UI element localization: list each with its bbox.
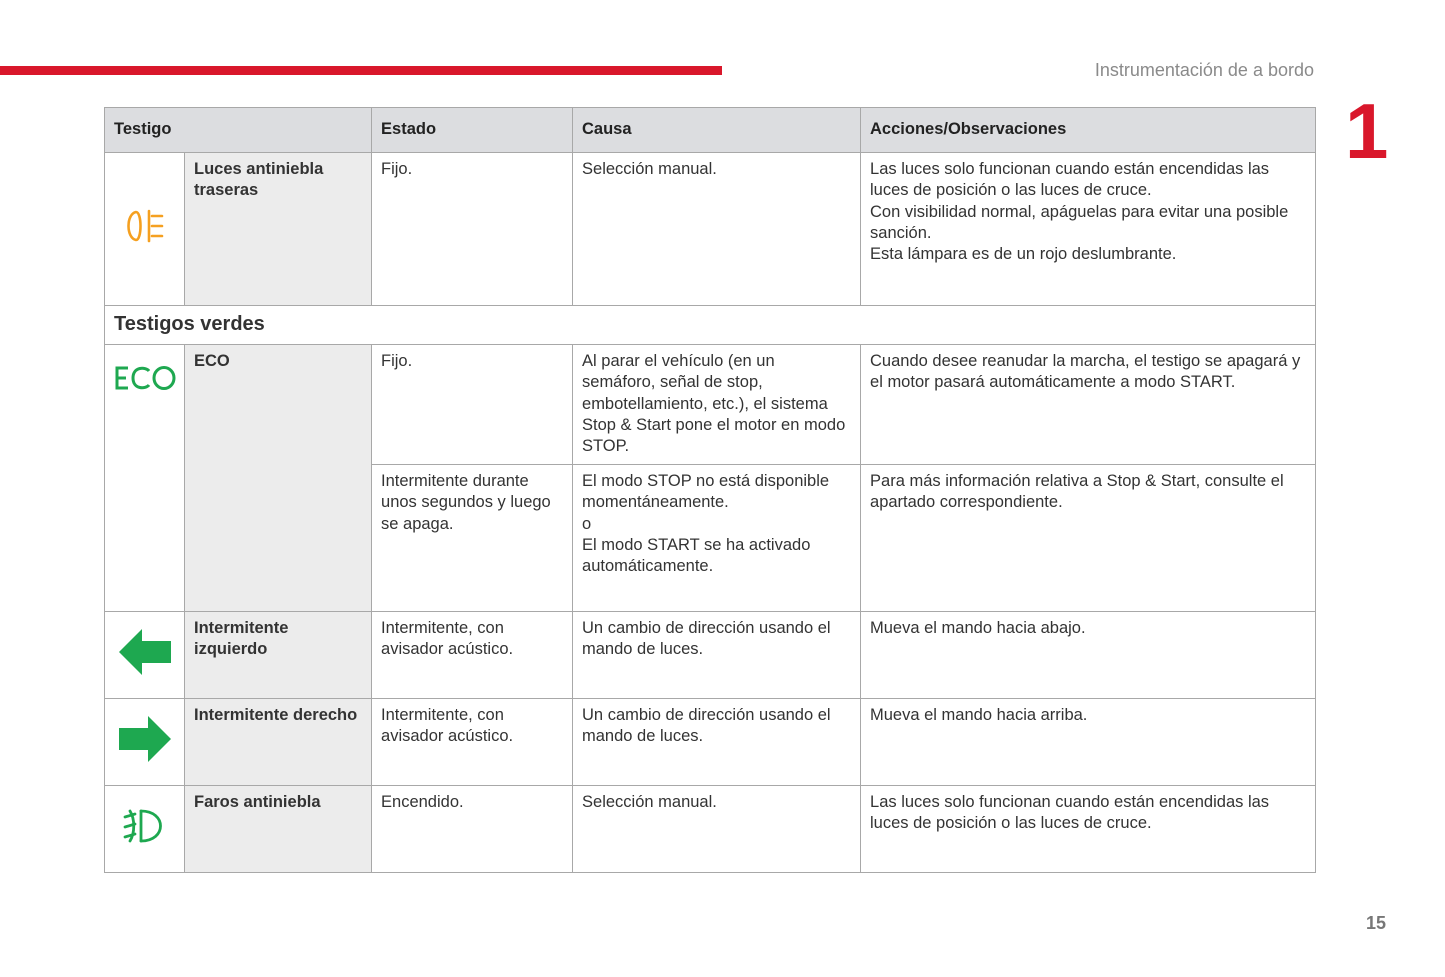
front-fog-light-icon [121,807,169,851]
table-header-row [105,108,1316,153]
causa-cell: Al parar el vehículo (en un semáforo, señal de stop, embotellamiento, etc.), el sistema Stop & Start pone el motor en modo STOP. [573,345,861,465]
estado-cell: Fijo. [372,153,573,306]
page-number: 15 [1365,913,1386,933]
section-heading: Testigos verdes [105,306,1316,345]
icon-cell [105,612,185,699]
estado-cell: Intermitente durante unos segundos y luego se apaga. [372,465,573,612]
acciones-cell: Para más información relativa a Stop & Start, consulte el apartado correspondiente. [861,465,1316,612]
acciones-cell: Mueva el mando hacia abajo. [861,612,1316,699]
icon-cell [105,699,185,786]
icon-cell [105,153,185,306]
table-row [105,699,1316,786]
acciones-cell: Las luces solo funcionan cuando están encendidas las luces de posición o las luces de cruce. [861,786,1316,873]
chapter-number: 1 [1345,87,1389,175]
table-row [105,153,1316,306]
warning-lights-table [104,107,1316,873]
rear-fog-light-icon [123,207,167,251]
causa-cell: Selección manual. [573,786,861,873]
section-row [105,306,1316,345]
causa-cell: Un cambio de dirección usando el mando de luces. [573,612,861,699]
estado-cell: Intermitente, con avisador acústico. [372,612,573,699]
acciones-cell: Mueva el mando hacia arriba. [861,699,1316,786]
light-name: Luces antiniebla traseras [185,153,372,306]
eco-icon [113,363,177,399]
light-name: Intermitente izquierdo [185,612,372,699]
table-row [105,786,1316,873]
estado-cell: Fijo. [372,345,573,465]
column-header-estado: Estado [372,108,573,153]
causa-cell: Selección manual. [573,153,861,306]
acciones-cell: Las luces solo funcionan cuando están encendidas las luces de posición o las luces de cruce. Con visibilidad normal, apáguelas para evitar una posible sanción. Esta lámpara es de un rojo deslumbrante. [861,153,1316,306]
arrow-right-icon [118,715,172,769]
causa-cell: El modo STOP no está disponible momentáneamente. o El modo START se ha activado automáticamente. [573,465,861,612]
table-row [105,612,1316,699]
acciones-cell: Cuando desee reanudar la marcha, el testigo se apagará y el motor pasará automáticamente a modo START. [861,345,1316,465]
icon-cell [105,345,185,612]
section-title: Instrumentación de a bordo [1094,60,1314,80]
causa-cell: Un cambio de dirección usando el mando de luces. [573,699,861,786]
light-name: Faros antiniebla [185,786,372,873]
light-name: Intermitente derecho [185,699,372,786]
header-red-bar [0,66,722,75]
arrow-left-icon [118,628,172,682]
estado-cell: Encendido. [372,786,573,873]
estado-cell: Intermitente, con avisador acústico. [372,699,573,786]
light-name: ECO [185,345,372,612]
icon-cell [105,786,185,873]
column-header-causa: Causa [573,108,861,153]
column-header-acciones: Acciones/Observaciones [861,108,1316,153]
column-header-testigo: Testigo [105,108,372,153]
table-row [105,345,1316,465]
